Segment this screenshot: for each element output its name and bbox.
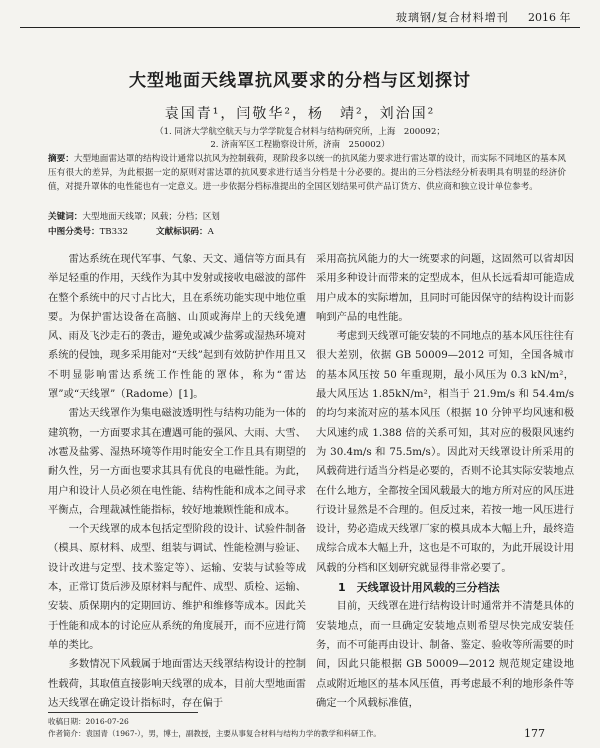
body-paragraph: 考虑到天线罩可能安装的不同地点的基本风压往往有很大差别，依据 GB 50009—2012 可知，全国各城市的基本风压按 50 年重现期，最小风压为 0.3 kN/m²，最大风压达 1.85kN/m²，相当于 21.9m/s 和 54.4m/s 的均匀来流对应的基本风压（根据 10 分钟平均风速和极大风速约成 1.388 倍的关系可知，其对应的极限风速约为 30.4m/s 和 75.5m/s）。因此对天线罩设计所采用的风载荷进行适当分档是必要的，否则不论其实际安装地点在什么地方，全都按全国风载最大的地方所对应的风压进行设计显然是不合理的。但反过来，若按一地一风压进行设计，势必造成天线罩厂家的模具成本大幅上升，最终造成综合成本大幅上升，这也是不可取的，为此开展设计用风载的分档和区划研究就显得非常必要了。	[316, 330, 574, 574]
keywords-label: 关键词：	[48, 212, 83, 222]
footnote-author-bio: 作者简介：袁国青（1967-），男，博士，副教授，主要从事复合材料与结构力学的教学和科研工作。	[48, 729, 381, 738]
section-heading: 1 天线罩设计用风载的三分档法	[338, 581, 500, 595]
footnote-rule	[48, 712, 198, 713]
body-paragraph: 多数情况下风载属于地面雷达天线罩结构设计的控制性载荷，其取值直接影响天线罩的成本，目前大型地面雷达天线罩在确定设计指标时，存在偏于	[48, 658, 306, 709]
body-paragraph: 雷达系统在现代军事、气象、天文、通信等方面具有举足轻重的作用，天线作为其中发射或接收电磁波的部件在整个系统中的尺寸占比大，且在系统功能实现中地位重要。为保护雷达设备在高脑、山顶或海岸上的天线免遭风、雨及飞沙走石的袭击，避免或减少盐雾或湿热环境对系统的侵蚀，现多采用能对“天线”起到有效防护作用且又不明显影响雷达系统工作性能的罩体，称为“雷达罩”或“天线罩”（Radome）[1]。	[48, 253, 306, 401]
journal-name: 玻璃钢/复合材料增刊	[396, 11, 509, 24]
author-list: 袁国青¹，闫敬华²，杨 靖²，刘治国²	[164, 106, 436, 122]
body-paragraph: 采用高抗风能力的大一统要求的问题，这固然可以省却因采用多种设计而带来的定型成本，但从长远看却可能造成用户成本的实际增加，且同时可能因保守的结构设计而影响到产品的电性能。	[316, 253, 574, 323]
body-column-right	[316, 250, 574, 713]
abstract-label: 摘要：	[48, 154, 74, 164]
journal-header	[0, 0, 600, 30]
doc-code-label: 文献标识码：	[156, 227, 208, 237]
body-column-left	[48, 250, 306, 713]
body-paragraph: 雷达天线罩作为集电磁波透明性与结构功能为一体的建筑物，一方面要求其在遭遇可能的强风、大雨、大雪、冰雹及盐雾、湿热环境等作用时能安全工作且具有期望的耐久性，另一方面也要求其具有优良的电磁性能。为此，用户和设计人员必须在电性能、结构性能和成本之间寻求平衡点，合理裁减性能指标，较好地兼顾性能和成本。	[48, 407, 306, 516]
clc-label: 中图分类号：	[48, 227, 100, 237]
publication-year: 2016 年	[528, 11, 571, 24]
footnote-received: 收稿日期：2016-07-26	[48, 717, 129, 726]
classification-line	[48, 225, 214, 237]
doc-code: A	[207, 227, 214, 237]
page-number: 177	[524, 727, 545, 740]
affiliation-1: （1. 同济大学航空航天与力学学院复合材料与结构研究所，上海 200092；	[155, 127, 445, 137]
body-paragraph: 目前，天线罩在进行结构设计时通常并不清楚具体的安装地点，而一旦确定安装地点则希望尽快完成安装任务，而不可能再由设计、制备、鉴定、验收等所需要的时间，因此只能根据 GB 50009—2012 规范规定建设地点或附近地区的基本风压值，再考虑最不利的地形条件等确定一个风载标准值，	[316, 600, 574, 709]
affiliation-2: 2. 济南军区工程勘察设计所，济南 250002）	[210, 140, 390, 150]
body-paragraph: 一个天线罩的成本包括定型阶段的设计、试验件制备（模具、原材料、成型、组装与调试、性能检测与验证、设计改进与定型、技术鉴定等）、运输、安装与试验等成本，正常订货后涉及原材料与配件、成型、质检、运输、安装、质保期内的定期回访、维护和维修等成本。因此关于性能和成本的讨论应从系统的角度展开，而不应进行简单的类比。	[48, 523, 306, 651]
paper-title: 大型地面天线罩抗风要求的分档与区划探讨	[129, 71, 471, 91]
clc-code: TB332	[99, 227, 129, 237]
keywords	[48, 210, 220, 222]
header-rule	[20, 27, 580, 28]
abstract-text: 大型地面雷达罩的结构设计通常以抗风为控制载荷，现阶段多以统一的抗风能力要求进行雷达罩的设计，而实际不同地区的基本风压有很大的差异，为此根据一定的原则对雷达罩的抗风要求进行适当分档是十分必要的。提出的三分档法经分析表明具有明显的经济价值，对提升罩体的电性能也有一定意义。进一步依据分档标准提出的全国区划结果可供产品订货方、供应商和独立设计单位参考。	[48, 154, 566, 192]
abstract	[48, 152, 566, 194]
keywords-text: 大型地面天线罩；风载；分档；区划	[82, 212, 220, 222]
